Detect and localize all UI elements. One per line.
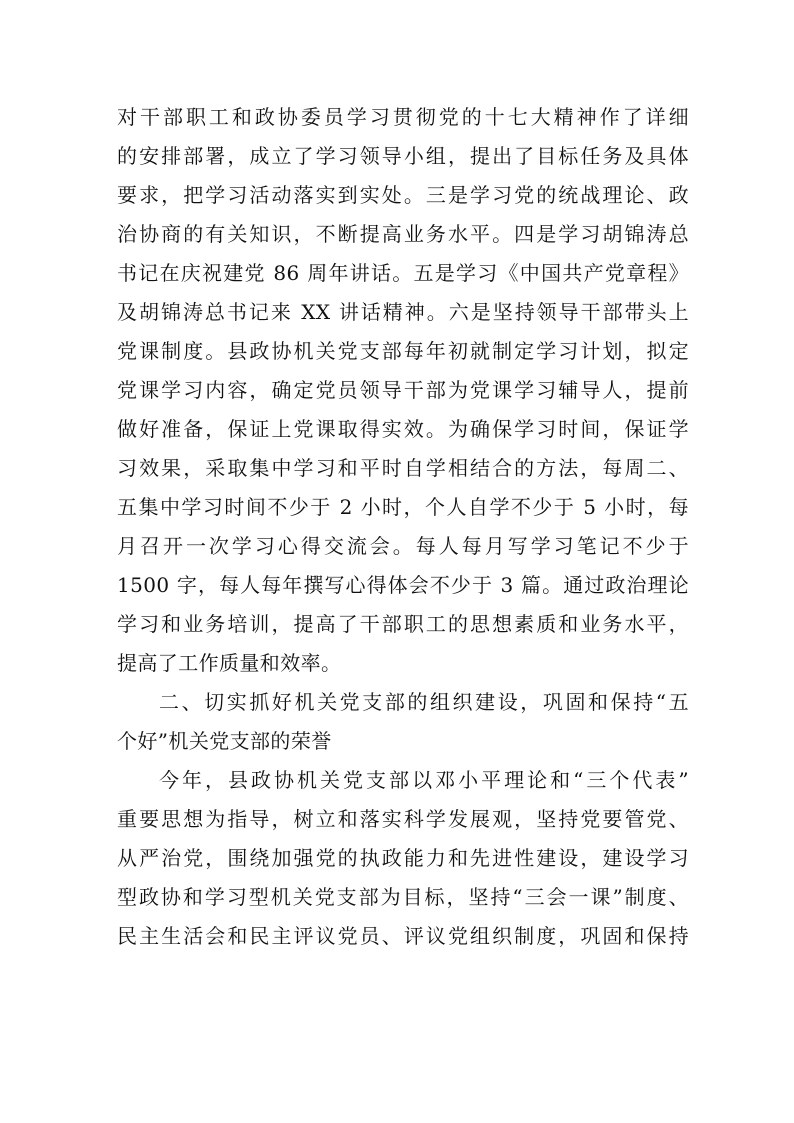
document-body (117, 98, 689, 956)
section-heading-line-2: 个好”机关党支部的荣誉 (117, 729, 332, 753)
text-line-6: 及胡锦涛总书记来 XX 讲话精神。六是坚持领导干部带头上 (117, 300, 689, 324)
text-line-15: 提高了工作质量和效率。 (117, 651, 342, 675)
text-line-5: 书记在庆祝建党 86 周年讲话。五是学习《中国共产党章程》 (117, 261, 689, 285)
text-line-19: 重要思想为指导，树立和落实科学发展观，坚持党要管党、 (117, 807, 689, 831)
text-line-20: 从严治党，围绕加强党的执政能力和先进性建设，建设学习 (117, 846, 689, 870)
text-line-11: 五集中学习时间不少于 2 小时，个人自学不少于 5 小时，每 (117, 495, 689, 519)
text-line-1: 对干部职工和政协委员学习贯彻党的十七大精神作了详细 (117, 105, 689, 129)
text-line-14: 学习和业务培训，提高了干部职工的思想素质和业务水平， (117, 612, 689, 636)
text-line-10: 习效果，采取集中学习和平时自学相结合的方法，每周二、 (117, 456, 689, 480)
text-line-18: 今年，县政协机关党支部以邓小平理论和“三个代表” (159, 768, 689, 792)
text-line-8: 党课学习内容，确定党员领导干部为党课学习辅导人，提前 (117, 378, 689, 402)
text-line-13: 1500 字，每人每年撰写心得体会不少于 3 篇。通过政治理论 (117, 573, 689, 597)
text-line-9: 做好准备，保证上党课取得实效。为确保学习时间，保证学 (117, 417, 689, 441)
text-line-7: 党课制度。县政协机关党支部每年初就制定学习计划，拟定 (117, 339, 689, 363)
text-line-12: 月召开一次学习心得交流会。每人每月写学习笔记不少于 (117, 534, 689, 558)
text-line-3: 要求，把学习活动落实到实处。三是学习党的统战理论、政 (117, 183, 689, 207)
text-line-22: 民主生活会和民主评议党员、评议党组织制度，巩固和保持 (117, 924, 689, 948)
section-heading-line-1: 二、切实抓好机关党支部的组织建设，巩固和保持“五 (159, 690, 689, 714)
text-line-2: 的安排部署，成立了学习领导小组，提出了目标任务及具体 (117, 144, 689, 168)
text-line-4: 治协商的有关知识，不断提高业务水平。四是学习胡锦涛总 (117, 222, 689, 246)
text-line-21: 型政协和学习型机关党支部为目标，坚持“三会一课”制度、 (117, 885, 689, 909)
